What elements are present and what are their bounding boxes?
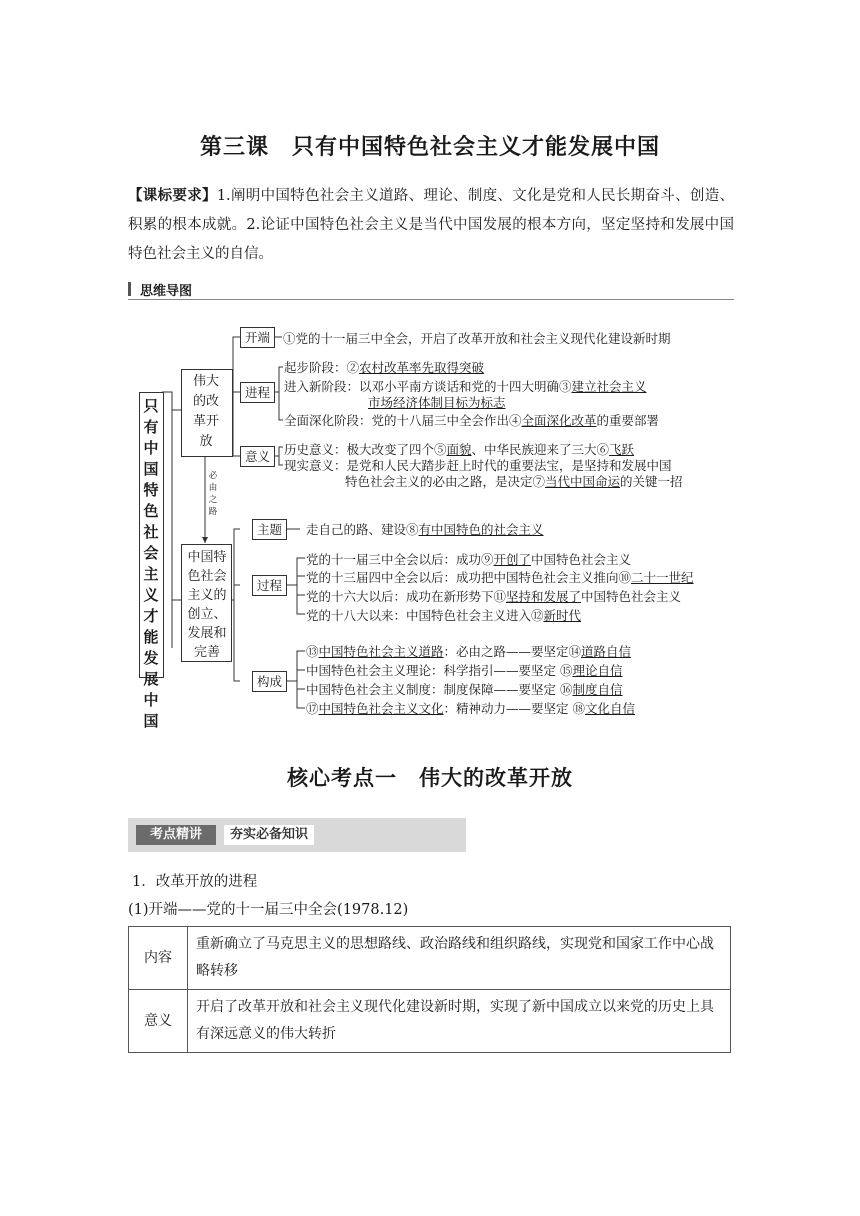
branch-socialism bbox=[181, 544, 232, 662]
table-row bbox=[129, 927, 731, 990]
branch-reform bbox=[181, 369, 233, 457]
line-jincheng-3: 全面深化阶段：党的十八届三中全会作出④全面深化改革的重要部署 bbox=[284, 413, 660, 428]
requirement-text: 1.阐明中国特色社会主义道路、理论、制度、文化是党和人民长期奋斗、创造、积累的根本成就。2.论证中国特色社会主义是当代中国发展的根本方向，坚定坚持和发展中国特色社会主义的自信。 bbox=[128, 188, 734, 262]
line-zhuti: 走自己的路、建设⑧有中国特色的社会主义 bbox=[306, 522, 544, 537]
line-yiyi-1: 历史意义：极大改变了四个⑤面貌、中华民族迎来了三大⑥飞跃 bbox=[284, 442, 635, 457]
line-yiyi-2: 现实意义：是党和人民大踏步赶上时代的重要法宝，是坚持和发展中国 bbox=[284, 458, 672, 473]
table-body-cell: 重新确立了马克思主义的思想路线、政治路线和组织路线，实现党和国家工作中心战略转移 bbox=[188, 927, 731, 990]
table-body-cell: 开启了改革开放和社会主义现代化建设新时期，实现了新中国成立以来党的历史上具有深远意义的伟大转折 bbox=[188, 990, 731, 1053]
line-jincheng-2: 进入新阶段：以邓小平南方谈话和党的十四大明确③建立社会主义 bbox=[284, 379, 647, 394]
line-goucheng-4: ⑰中国特色社会主义文化：精神动力——要坚定 ⑱文化自信 bbox=[306, 701, 636, 716]
line-jincheng-2b: 市场经济体制目标为标志 bbox=[368, 395, 506, 410]
line-guocheng-3: 党的十六大以后：成功在新形势下⑪坚持和发展了中国特色社会主义 bbox=[306, 589, 682, 604]
link-label: 必由之路 bbox=[208, 471, 218, 517]
node-yiyi: 意义 bbox=[240, 446, 275, 467]
branch-socialism-label: 中国特色社会主义的创立、发展和完善 bbox=[187, 550, 227, 660]
page-title: 第三课 只有中国特色社会主义才能发展中国 bbox=[199, 135, 660, 160]
line-kaiduan: ①党的十一届三中全会，开启了改革开放和社会主义现代化建设新时期 bbox=[283, 331, 671, 346]
point-heading: 1．改革开放的进程 bbox=[132, 874, 258, 890]
subpoint-heading: (1)开端——党的十一届三中全会(1978.12) bbox=[128, 902, 409, 918]
node-goucheng: 构成 bbox=[252, 671, 287, 692]
branch-reform-label: 伟大的改革开放 bbox=[192, 374, 219, 449]
table-head-cell: 内容 bbox=[129, 927, 188, 990]
node-guocheng: 过程 bbox=[252, 575, 287, 596]
info-table bbox=[128, 926, 731, 1053]
node-kaiduan: 开端 bbox=[240, 327, 275, 348]
line-goucheng-1: ⑬中国特色社会主义道路：必由之路——要坚定⑭道路自信 bbox=[306, 644, 632, 659]
line-yiyi-3: 特色社会主义的必由之路，是决定⑦当代中国命运的关键一招 bbox=[345, 474, 683, 489]
node-jincheng: 进程 bbox=[240, 382, 275, 403]
mindmap-root bbox=[139, 392, 164, 730]
table-head-cell: 意义 bbox=[129, 990, 188, 1053]
line-goucheng-3: 中国特色社会主义制度：制度保障——要坚定 ⑯制度自信 bbox=[306, 682, 623, 697]
topic-banner bbox=[128, 818, 466, 852]
topic-tag: 考点精讲 bbox=[136, 825, 216, 845]
topic-subtag: 夯实必备知识 bbox=[224, 825, 314, 845]
line-jincheng-1: 起步阶段：②农村改革率先取得突破 bbox=[284, 360, 485, 375]
line-guocheng-1: 党的十一届三中全会以后：成功⑨开创了中国特色社会主义 bbox=[306, 552, 632, 567]
mindmap-root-label: 只有中国特色社会主义才能发展中国 bbox=[143, 397, 159, 730]
table-row bbox=[129, 990, 731, 1053]
section-title: 核心考点一 伟大的改革开放 bbox=[287, 766, 573, 790]
line-guocheng-4: 党的十八大以来：中国特色社会主义进入⑫新时代 bbox=[306, 608, 582, 623]
requirement-label: 【课标要求】 bbox=[128, 188, 217, 204]
node-zhuti: 主题 bbox=[252, 519, 287, 540]
mindmap-header-label: 思维导图 bbox=[140, 284, 193, 299]
line-guocheng-2: 党的十三届四中全会以后：成功把中国特色社会主义推向⑩二十一世纪 bbox=[306, 570, 694, 585]
line-goucheng-2: 中国特色社会主义理论：科学指引——要坚定 ⑮理论自信 bbox=[306, 663, 623, 678]
